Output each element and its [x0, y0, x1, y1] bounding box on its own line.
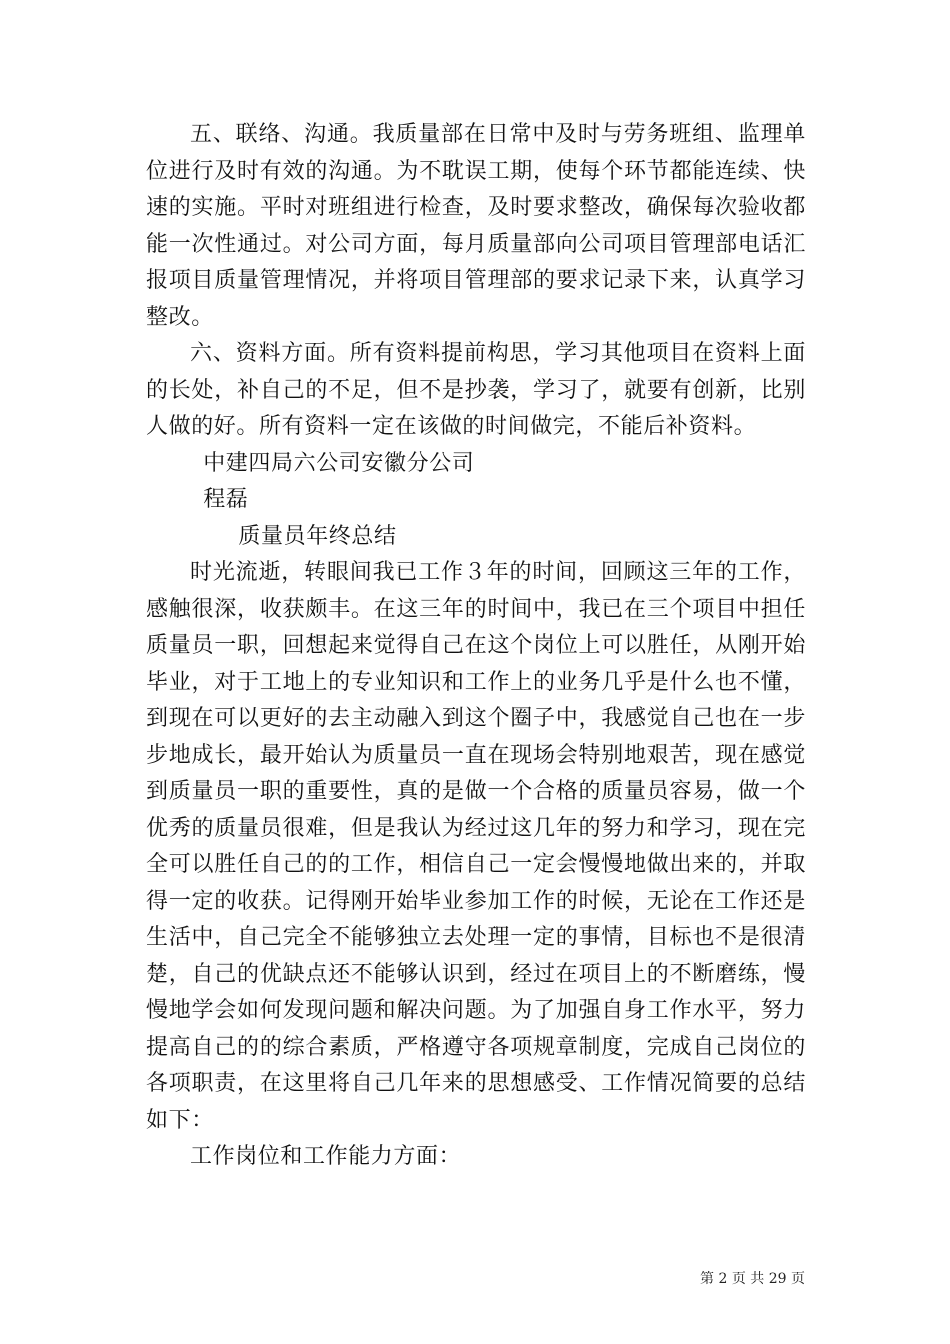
author-name: 程磊	[203, 487, 249, 512]
paragraph-documentation: 六、资料方面。所有资料提前构思，学习其他项目在资料上面的长处，补自己的不足，但不是抄袭，学习了，就要有创新，比别人做的好。所有资料一定在该做的时间做完，不能后补资料。	[146, 341, 806, 439]
paragraph-intro: 时光流逝，转眼间我已工作３年的时间，回顾这三年的工作，感触很深，收获颇丰。在这三年的时间中，我已在三个项目中担任质量员一职，回想起来觉得自己在这个岗位上可以胜任，从刚开始毕业，对于工地上的专业知识和工作上的业务几乎是什么也不懂，到现在可以更好的去主动融入到这个圈子中，我感觉自己也在一步步地成长，最开始认为质量员一直在现场会特别地艰苦，现在感觉到质量员一职的重要性，真的是做一个合格的质量员容易，做一个优秀的质量员很难，但是我认为经过这几年的努力和学习，现在完全可以胜任自己的的工作，相信自己一定会慢慢地做出来的，并取得一定的收获。记得刚开始毕业参加工作的时候，无论在工作还是生活中，自己完全不能够独立去处理一定的事情，目标也不是很清楚，自己的优缺点还不能够认识到，经过在项目上的不断磨练，慢慢地学会如何发现问题和解决问题。为了加强自身工作水平，努力提高自己的的综合素质，严格遵守各项规章制度，完成自己岗位的各项职责，在这里将自己几年来的思想感受、工作情况简要的总结如下：	[146, 560, 806, 1133]
paragraph-section-heading: 工作岗位和工作能力方面：	[190, 1144, 462, 1169]
document-body	[146, 117, 806, 1176]
company-name: 中建四局六公司安徽分公司	[203, 450, 475, 476]
section-title: 质量员年终总结	[238, 523, 397, 549]
paragraph-liaison-communication: 五、联络、沟通。我质量部在日常中及时与劳务班组、监理单位进行及时有效的沟通。为不耽误工期，使每个环节都能连续、快速的实施。平时对班组进行检查，及时要求整改，确保每次验收都能一次性通过。对公司方面，每月质量部向公司项目管理部电话汇报项目质量管理情况，并将项目管理部的要求记录下来，认真学习整改。	[146, 122, 806, 330]
page-number-footer: 第 2 页 共 29 页	[700, 1271, 805, 1287]
